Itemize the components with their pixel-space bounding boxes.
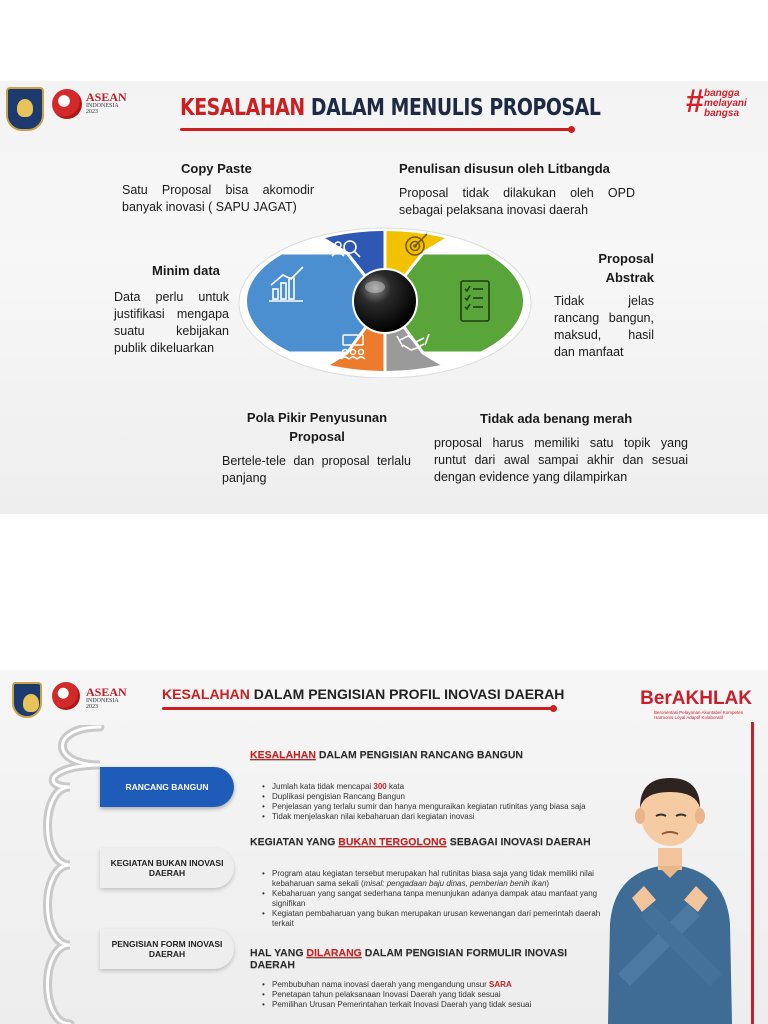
person-crossed-arms-illustration	[600, 774, 740, 1024]
section-bukan-inovasi-heading: KEGIATAN YANG BUKAN TERGOLONG SEBAGAI INOVASI DAERAH	[250, 836, 591, 848]
minim-data-heading: Minim data	[152, 263, 220, 278]
benang-merah-heading: Tidak ada benang merah	[480, 411, 633, 426]
benang-merah-text: proposal harus memiliki satu topik yang runtut dari awal sampai akhir dan sesuai dengan evidence yang dilampirkan	[434, 436, 688, 484]
section-rancang-bangun-heading: KESALAHAN DALAM PENGISIAN RANCANG BANGUN	[250, 749, 524, 761]
government-emblem-logo	[6, 87, 44, 131]
pola-pikir-heading: Pola Pikir Penyusunan Proposal	[246, 410, 388, 444]
slide-title: KESALAHAN DALAM MENULIS PROPOSAL	[180, 95, 601, 121]
title-underline	[180, 128, 572, 131]
litbangda-heading: Penulisan disusun oleh Litbangda	[399, 161, 610, 176]
pola-pikir-text: Bertele-tele dan proposal terlalu panjang	[222, 454, 411, 485]
list-item: • Duplikasi pengisian Rancang Bangun	[260, 792, 605, 802]
slide-title: KESALAHAN DALAM PENGISIAN PROFIL INOVASI DAERAH	[162, 686, 565, 702]
minim-data-text: Data perlu untuk justifikasi mengapa suatu kebijakan publik dikeluarkan	[114, 290, 229, 355]
list-item: • Penjelasan yang terlalu sumir dan hanya menguraikan kegiatan rutinitas yang biasa saja	[260, 802, 605, 812]
copy-paste-text: Satu Proposal bisa akomodir banyak inovasi ( SAPU JAGAT)	[122, 183, 314, 214]
list-item: • Penetapan tahun pelaksanaan Inovasi Daerah yang tidak sesuai	[260, 990, 605, 1000]
litbangda-text: Proposal tidak dilakukan oleh OPD sebagai pelaksana inovasi daerah	[399, 186, 635, 217]
section-rancang-bangun-list	[260, 782, 605, 822]
berakhlak-logo: BerAKHLAK	[640, 688, 752, 709]
asean-2023-label: ASEAN INDONESIA 2023	[86, 90, 127, 115]
title-underline	[162, 707, 554, 710]
list-item: • Jumlah kata tidak mencapai 300 kata	[260, 782, 605, 792]
list-item: • Pemilihan Urusan Pemerintahan terkait Inovasi Daerah yang tidak sesuai	[260, 1000, 605, 1010]
berakhlak-tagline: Berorientasi Pelayanan Akuntabel Kompeten Harmonis Loyal Adaptif Kolaboratif	[654, 710, 744, 720]
asean-2023-label: ASEAN INDONESIA 2023	[86, 685, 127, 710]
section-dilarang-heading: HAL YANG DILARANG DALAM PENGISIAN FORMULIR INOVASI DAERAH	[250, 947, 567, 971]
step-kegiatan-bukan-inovasi[interactable]: KEGIATAN BUKAN INOVASI DAERAH	[100, 848, 234, 888]
hashtag-icon: #	[686, 83, 704, 119]
list-item: • Tidak menjelaskan nilai kebaharuan dari kegiatan inovasi	[260, 812, 605, 822]
slide-pengisian-profil	[0, 670, 768, 1024]
list-item: • Program atau kegiatan tersebut merupakan hal rutinitas biasa saja yang tidak memiliki nilai kebaharuan sama sekali (misal: pengadaan baju dinas, pemberian benih ikan)	[260, 869, 605, 889]
list-item: • Pembubuhan nama inovasi daerah yang mengandung unsur SARA	[260, 980, 605, 990]
list-item: • Kegiatan pembaharuan yang bukan merupakan urusan kewenangan dari pemerintah daerah terkait	[260, 909, 605, 929]
proposal-abstrak-text: Tidak jelas rancang bangun, maksud, hasil dan manfaat	[554, 294, 654, 359]
section-dilarang-list	[260, 980, 605, 1010]
asean-2023-logo-icon	[52, 89, 82, 119]
center-ball-icon	[353, 269, 417, 333]
section-bukan-inovasi-list	[260, 869, 605, 929]
proposal-abstrak-heading: Proposal Abstrak	[598, 251, 654, 285]
government-emblem-logo	[12, 682, 42, 718]
bangga-melayani-bangsa-logo: # bangga melayani bangsa	[686, 83, 747, 119]
list-item: • Kebaharuan yang sangat sederhana tanpa menunjukan adanya dampak atau manfaat yang signifikan	[260, 889, 605, 909]
step-rancang-bangun[interactable]: RANCANG BANGUN	[100, 767, 234, 807]
copy-paste-heading: Copy Paste	[181, 161, 252, 176]
asean-2023-logo-icon	[52, 682, 80, 710]
slide-menulis-proposal	[0, 81, 768, 514]
step-pengisian-form[interactable]: PENGISIAN FORM INOVASI DAERAH	[100, 929, 234, 969]
decorative-red-bar	[751, 722, 754, 1024]
proposal-mistakes-diagram	[237, 223, 533, 378]
